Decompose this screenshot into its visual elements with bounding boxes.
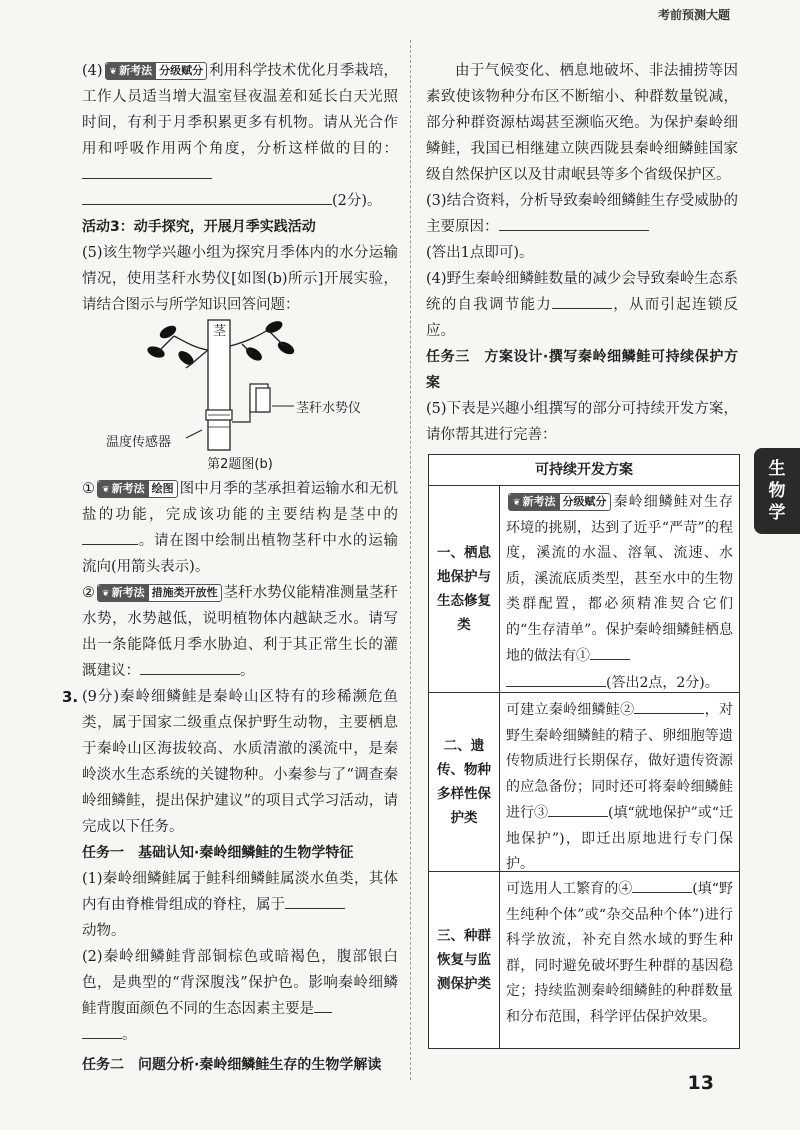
task-1-heading: 任务一 基础认知·秦岭细鳞鲑的生物学特征 (82, 845, 354, 861)
question-3-3: (3)结合资料，分析导致秦岭细鳞鲑生存受威胁的主要原因： (答出1点即可)。 (426, 193, 738, 261)
answer-blank[interactable] (82, 528, 138, 545)
answer-blank[interactable] (548, 800, 608, 817)
activity-3-heading: 活动3：动手探究，开展月季实践活动 (82, 219, 316, 235)
leaf-icon (158, 323, 179, 341)
leaf-icon (276, 339, 297, 357)
question-2-5-2: ②❦ 新考法 措施类开放性 茎秆水势仪能精准测量茎秆水势，水势越低，说明植物体内越缺乏水。请写出一条能降低月季水胁迫、利于其正常生长的灌溉建议： 。 (82, 580, 398, 684)
question-3-2: (2)秦岭细鳞鲑背部铜棕色或暗褐色，腹部银白色，是典型的“背深腹浅”保护色。影响秦岭细鳞鲑背腹面颜色不同的生态因素主要是 。 (82, 949, 398, 1043)
answer-blank[interactable] (140, 658, 240, 675)
new-method-tag: ❦ 新考法 措施类开放性 (97, 584, 222, 602)
answer-blank[interactable] (632, 876, 692, 893)
answer-blank[interactable] (506, 670, 606, 687)
table-row (429, 872, 739, 1048)
new-method-tag: ❦ 新考法 分级赋分 (508, 493, 611, 511)
task-3-heading: 任务三 方案设计·撰写秦岭细鳞鲑可持续保护方案 (426, 349, 738, 391)
device-label: 茎秆水势仪 (296, 401, 362, 416)
row-content: 可建立秦岭细鳞鲑② ，对野生秦岭细鳞鲑的精子、卵细胞等遗传物质进行长期保存，做好遗传资源的应急备份；同时还可将秦岭细鳞鲑进行③ (填“就地保护”或“迁地保护”)，即迁出原地进行专门保护。 (500, 693, 739, 871)
subject-side-tab: 生 物 学 (754, 448, 800, 534)
row-content: ❦ 新考法 分级赋分 秦岭细鳞鲑对生存环境的挑剔，达到了近乎“严苛”的程度，溪流的水温、溶氧、流速、水质，溪流底质类型，甚至水中的生物类群配置，都必须精准契合它们的“生存清单”。保护秦岭细鳞鲑栖息地的做法有① (答出2点，2分)。 (500, 486, 739, 692)
question-3: 3. (9分)秦岭细鳞鲑是秦岭山区特有的珍稀濒危鱼类，属于国家二级重点保护野生动物，主要栖息于秦岭山区海拔较高、水质清澈的溪流中，是秦岭淡水生态系统的关键物种。小秦参与了“调查秦岭细鳞鲑，提出保护建议”的项目式学习活动，请完成以下任务。 (62, 688, 398, 835)
question-3-5: (5)下表是兴趣小组撰写的部分可持续开发方案，请你帮其进行完善： (426, 401, 738, 443)
table-row (429, 693, 739, 872)
sustainable-plan-table (428, 454, 740, 1049)
answer-blank[interactable] (634, 697, 704, 714)
figure-caption: 第2题图(b) (207, 457, 273, 472)
question-2-5-1: ①❦ 新考法 绘图 图中月季的茎承担着运输水和无机盐的功能，完成该功能的主要结构是茎中的。请在图中绘制出植物茎秆中水的运输流向(用箭头表示)。 (82, 476, 398, 580)
branch-left (174, 336, 208, 350)
leaf-icon (176, 348, 196, 367)
row-category: 三、种群恢复与监测保护类 (429, 872, 500, 1048)
question-3-4: (4)野生秦岭细鳞鲑数量的减少会导致秦岭生态系统的自我调节能力 ，从而引起连锁反应。 (426, 271, 738, 339)
new-method-tag: ❦ 新考法 绘图 (97, 480, 178, 498)
stem-water-potential-figure (82, 318, 398, 476)
table-title: 可持续开发方案 (429, 455, 739, 486)
branch-right (230, 330, 268, 346)
right-column (426, 58, 738, 448)
table-row (429, 486, 739, 693)
page-number: 13 (687, 1072, 714, 1094)
question-2-4: (4)❦ 新考法 分级赋分 利用科学技术优化月季栽培，工作人员适当增大温室昼夜温差和延长白天光照时间，有利于月季积累更多有机物。请从光合作用和呼吸作用两个角度，分析这样做的目的： (2分)。 (82, 58, 398, 214)
answer-blank[interactable] (285, 892, 345, 909)
question-2-5: (5)该生物学兴趣小组为探究月季体内的水分运输情况，使用茎秆水势仪[如图(b)所示]开展实验，请结合图示与所学知识回答问题： (82, 245, 398, 313)
background-passage: 由于气候变化、栖息地破坏、非法捕捞等因素致使该物种分布区不断缩小、种群数量锐减，部分种群资源枯竭甚至濒临灭绝。为保护秦岭细鳞鲑，我国已相继建立陕西陇县秦岭细鳞鲑国家级自然保护区以及甘肃岷县等多个省级保护区。 (426, 63, 738, 183)
answer-blank[interactable] (552, 292, 612, 309)
new-method-tag: ❦ 新考法 分级赋分 (105, 62, 208, 80)
column-divider (410, 40, 411, 1080)
row-category: 二、遗传、物种多样性保护类 (429, 693, 500, 871)
sensor-label: 温度传感器 (106, 435, 172, 450)
stem-label: 茎 (213, 324, 227, 339)
sensor-pointer-line (186, 430, 202, 438)
answer-blank[interactable] (82, 1022, 122, 1039)
answer-blank[interactable] (82, 162, 212, 179)
row-category: 一、栖息地保护与生态修复类 (429, 486, 500, 692)
answer-blank[interactable] (499, 214, 649, 231)
running-header: 考前预测大题 (657, 8, 730, 22)
row-content: 可选用人工繁育的④ (填“野生纯种个体”或“杂交品种个体”)进行科学放流，补充自然水域的野生种群，同时避免破坏野生种群的基因稳定；持续监测秦岭细鳞鲑的种群数量和分布范围，科学评估保护效果。 (500, 872, 739, 1048)
leaf-icon (264, 319, 285, 336)
question-3-1: (1)秦岭细鳞鲑属于鲑科细鳞鲑属淡水鱼类，其体内有由脊椎骨组成的脊柱，属于 动物。 (82, 871, 398, 939)
answer-blank[interactable] (314, 996, 332, 1013)
leaf-icon (244, 345, 264, 364)
task-2-heading: 任务二 问题分析·秦岭细鳞鲑生存的生物学解读 (82, 1057, 382, 1073)
answer-blank[interactable] (590, 643, 630, 660)
answer-blank[interactable] (82, 188, 332, 205)
left-column (62, 58, 399, 1078)
